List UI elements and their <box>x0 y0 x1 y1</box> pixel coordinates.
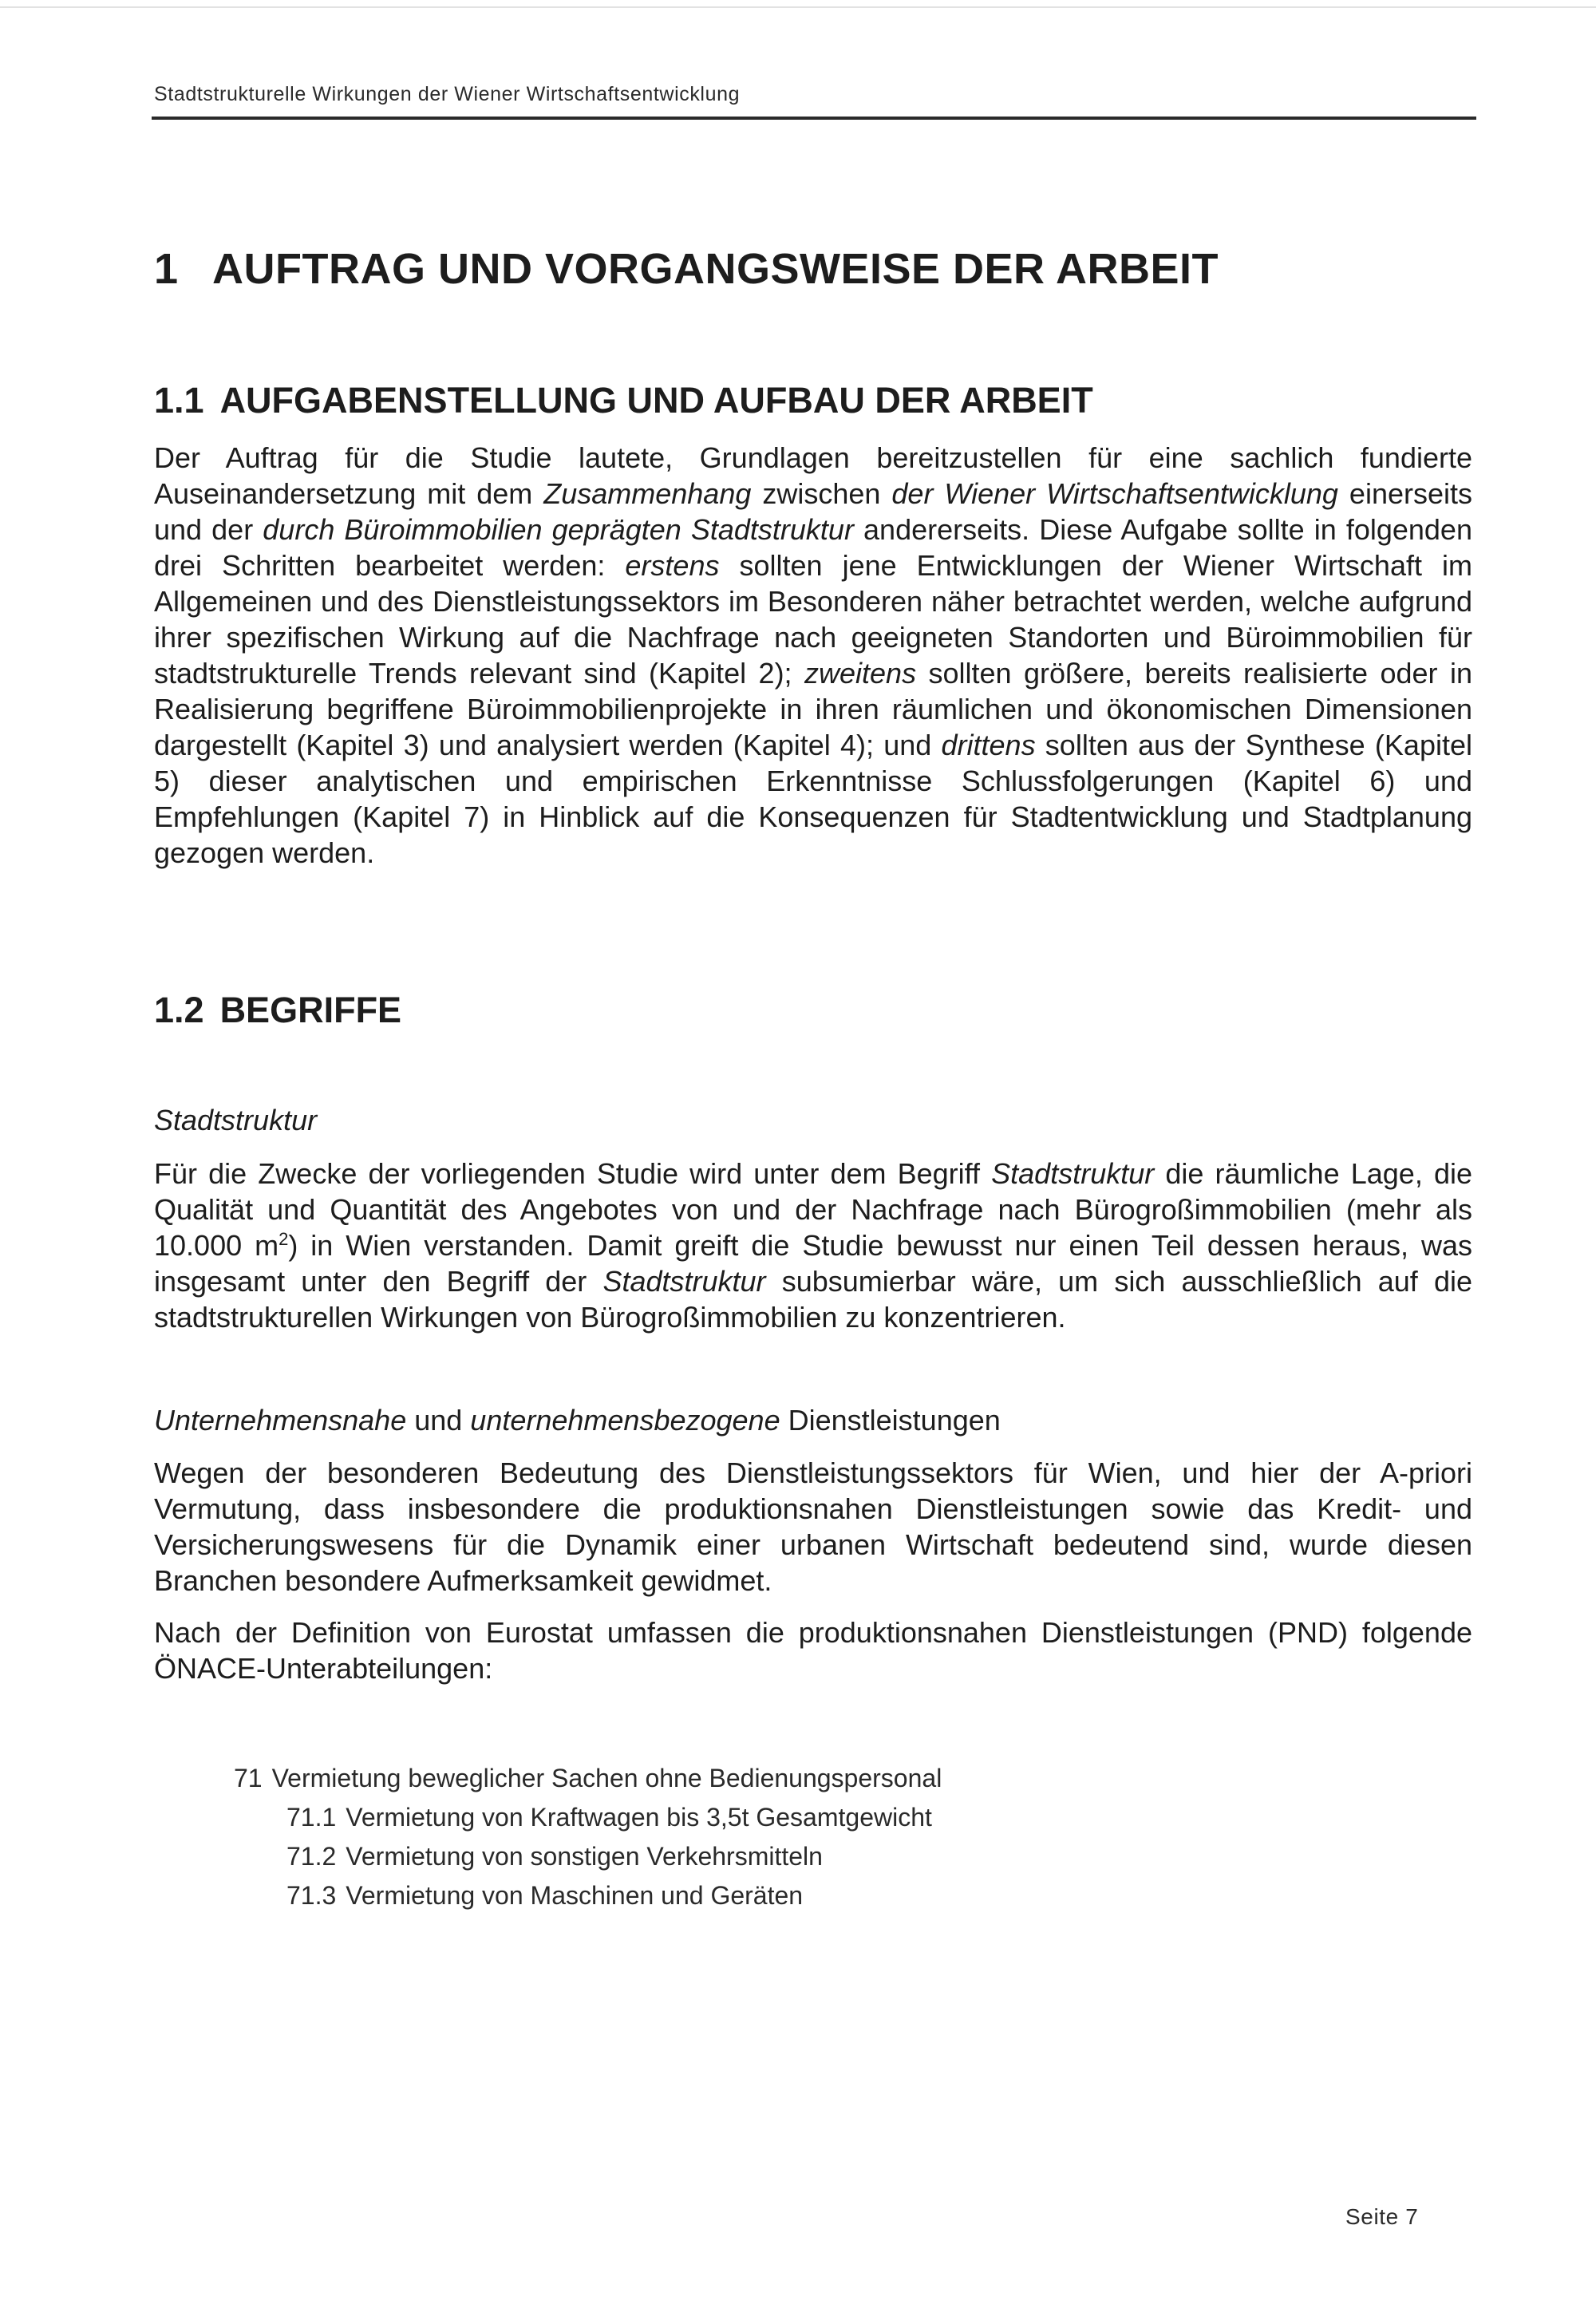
scan-edge-line <box>0 6 1596 8</box>
section-title: BEGRIFFE <box>219 990 402 1030</box>
list-item: 71.3 Vermietung von Maschinen und Geräten <box>286 1881 804 1910</box>
list-item: 71 Vermietung beweglicher Sachen ohne Bedienungspersonal <box>234 1764 942 1792</box>
chapter-heading <box>154 244 1219 294</box>
subheading-dienstleistungen: Unternehmensnahe und unternehmensbezogene Dienstleistungen <box>154 1404 1001 1437</box>
section-heading-1-1 <box>154 380 1093 421</box>
section-number: 1.1 <box>154 380 204 421</box>
section-heading-1-2 <box>154 990 401 1031</box>
page-number: Seite 7 <box>1345 2204 1419 2229</box>
paragraph-aufgabenstellung: Der Auftrag für die Studie lautete, Grundlagen bereitzustellen für eine sachlich fundierte Auseinandersetzung mit dem Zusammenhang zwischen der Wiener Wirtschaftsentwicklung einerseits und der durch Büroimmobilien geprägten Stadtstruktur andererseits. Diese Aufgabe sollte in folgenden drei Schritten bearbeitet werden: erstens sollten jene Entwicklungen der Wiener Wirtschaft im Allgemeinen und des Dienstleistungssektors im Besonderen näher betrachtet werden, welche aufgrund ihrer spezifischen Wirkung auf die Nachfrage nach geeigneten Standorten und Büroimmobilien für stadtstrukturelle Trends relevant sind (Kapitel 2); zweitens sollten größere, bereits realisierte oder in Realisierung begriffene Büroimmobilienprojekte in ihren räumlichen und ökonomischen Dimensionen dargestellt (Kapitel 3) und analysiert werden (Kapitel 4); und drittens sollten aus der Synthese (Kapitel 5) dieser analytischen und empirischen Erkenntnisse Schlussfolgerungen (Kapitel 6) und Empfehlungen (Kapitel 7) in Hinblick auf die Konsequenzen für Stadtentwicklung und Stadtplanung gezogen werden. <box>154 441 1472 869</box>
paragraph-dienstleistungssektor: Wegen der besonderen Bedeutung des Dienstleistungssektors für Wien, und hier der A-priori Vermutung, dass insbesondere die produktionsnahen Dienstleistungen sowie das Kredit- und Versicherungswesens für die Dynamik einer urbanen Wirtschaft bedeutend sind, wurde diesen Branchen besondere Aufmerksamkeit gewidmet. <box>154 1456 1472 1597</box>
section-number: 1.2 <box>154 990 204 1030</box>
paragraph-stadtstruktur: Für die Zwecke der vorliegenden Studie wird unter dem Begriff Stadtstruktur die räumliche Lage, die Qualität und Quantität des Angebotes von und der Nachfrage nach Bürogroßimmobilien (mehr als 10.000 $m^2$) in Wien verstanden. Damit greift die Studie bewusst nur einen Teil dessen heraus, was insgesamt unter den Begriff der Stadtstruktur subsumierbar wäre, um sich ausschließlich auf die stadtstrukturellen Wirkungen von Bürogroßimmobilien zu konzentrieren. <box>154 1157 1472 1334</box>
oenace-list <box>234 1759 942 1915</box>
header-rule <box>152 117 1476 120</box>
paragraph-pnd-definition: Nach der Definition von Eurostat umfassen die produktionsnahen Dienstleistungen (PND) folgende ÖNACE-Unterabteilungen: <box>154 1616 1472 1685</box>
chapter-number: 1 <box>154 245 179 293</box>
list-item: 71.2 Vermietung von sonstigen Verkehrsmitteln <box>286 1842 823 1871</box>
section-title: AUFGABENSTELLUNG UND AUFBAU DER ARBEIT <box>219 380 1093 421</box>
list-item: 71.1 Vermietung von Kraftwagen bis 3,5t Gesamtgewicht <box>286 1803 932 1832</box>
subheading-stadtstruktur: Stadtstruktur <box>154 1104 318 1136</box>
chapter-title: AUFTRAG UND VORGANGSWEISE DER ARBEIT <box>212 245 1219 293</box>
running-header: Stadtstrukturelle Wirkungen der Wiener Wirtschaftsentwicklung <box>154 83 741 105</box>
